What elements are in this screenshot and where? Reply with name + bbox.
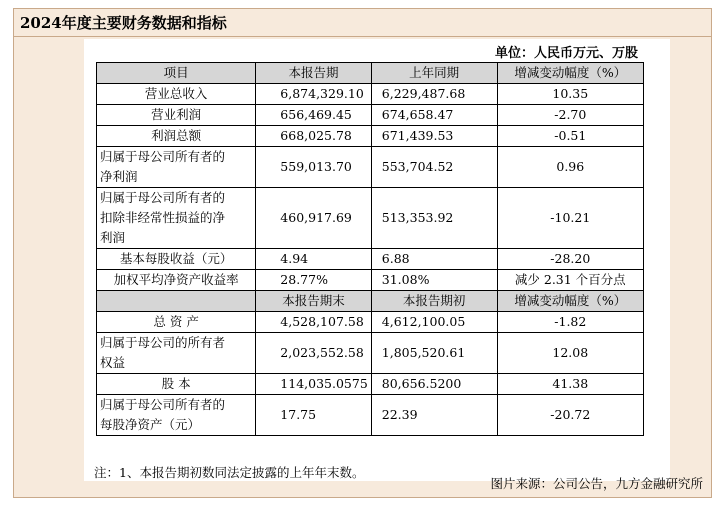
change-cell: -20.72 xyxy=(497,395,643,436)
table-row xyxy=(97,147,644,188)
row-label xyxy=(97,270,256,291)
column-header: 本报告期初 xyxy=(371,291,497,312)
row-label-line: 归属于母公司所有者的 xyxy=(100,190,226,205)
value-cell: 114,035.0575 xyxy=(256,374,371,395)
row-label-line: 利润 xyxy=(100,230,126,245)
source-credit: 图片来源：公司公告，九方金融研究所 xyxy=(490,476,703,491)
table-row xyxy=(97,333,644,374)
value-cell: 4.94 xyxy=(256,249,371,270)
row-label-line: 权益 xyxy=(100,355,126,370)
column-header: 项目 xyxy=(97,63,256,84)
row-label-line: 总 资 产 xyxy=(153,314,199,329)
change-cell: -2.70 xyxy=(497,105,643,126)
footnote: 注：1、本报告期初数同法定披露的上年年末数。 xyxy=(94,465,365,480)
column-header: 增减变动幅度（%） xyxy=(497,291,643,312)
change-cell: 12.08 xyxy=(497,333,643,374)
column-header: 上年同期 xyxy=(371,63,497,84)
row-label-line: 基本每股收益（元） xyxy=(119,251,233,266)
row-label-line: 股 本 xyxy=(161,376,191,391)
column-header: 本报告期末 xyxy=(256,291,371,312)
report-frame xyxy=(13,8,712,498)
table-row xyxy=(97,84,644,105)
value-cell: 31.08% xyxy=(371,270,497,291)
table-panel xyxy=(84,39,670,481)
row-label-line: 归属于母公司的所有者 xyxy=(100,335,226,350)
value-cell: 6,874,329.10 xyxy=(256,84,371,105)
column-header: 增减变动幅度（%） xyxy=(497,63,643,84)
row-label xyxy=(97,249,256,270)
row-label-line: 净利润 xyxy=(100,169,138,184)
row-label xyxy=(97,374,256,395)
change-cell: -10.21 xyxy=(497,188,643,249)
table-row xyxy=(97,105,644,126)
table-row xyxy=(97,249,644,270)
row-label xyxy=(97,188,256,249)
table-row xyxy=(97,270,644,291)
value-cell: 559,013.70 xyxy=(256,147,371,188)
row-label-line: 每股净资产（元） xyxy=(100,417,201,432)
value-cell: 4,528,107.58 xyxy=(256,312,371,333)
row-label-line: 利润总额 xyxy=(151,128,202,143)
value-cell: 22.39 xyxy=(371,395,497,436)
row-label xyxy=(97,333,256,374)
table-header-row xyxy=(97,291,644,312)
financial-table xyxy=(96,62,644,436)
change-cell: -0.51 xyxy=(497,126,643,147)
value-cell: 656,469.45 xyxy=(256,105,371,126)
column-header: 本报告期 xyxy=(256,63,371,84)
value-cell: 460,917.69 xyxy=(256,188,371,249)
value-cell: 2,023,552.58 xyxy=(256,333,371,374)
value-cell: 4,612,100.05 xyxy=(371,312,497,333)
change-cell: -1.82 xyxy=(497,312,643,333)
change-cell: 41.38 xyxy=(497,374,643,395)
value-cell: 674,658.47 xyxy=(371,105,497,126)
table-row xyxy=(97,395,644,436)
table-row xyxy=(97,312,644,333)
row-label-line: 营业利润 xyxy=(151,107,202,122)
table-row xyxy=(97,126,644,147)
row-label xyxy=(97,105,256,126)
row-label-line: 加权平均净资产收益率 xyxy=(113,272,239,287)
row-label-line: 营业总收入 xyxy=(144,86,208,101)
column-header xyxy=(97,291,256,312)
change-cell: -28.20 xyxy=(497,249,643,270)
row-label-line: 归属于母公司所有者的 xyxy=(100,397,226,412)
row-label xyxy=(97,126,256,147)
row-label xyxy=(97,395,256,436)
row-label xyxy=(97,147,256,188)
value-cell: 513,353.92 xyxy=(371,188,497,249)
value-cell: 668,025.78 xyxy=(256,126,371,147)
change-cell: 10.35 xyxy=(497,84,643,105)
table-header-row xyxy=(97,63,644,84)
value-cell: 671,439.53 xyxy=(371,126,497,147)
section-title: 2024年度主要财务数据和指标 xyxy=(14,9,711,37)
value-cell: 553,704.52 xyxy=(371,147,497,188)
value-cell: 6.88 xyxy=(371,249,497,270)
row-label-line: 扣除非经常性损益的净 xyxy=(100,210,226,225)
row-label-line: 归属于母公司所有者的 xyxy=(100,149,226,164)
value-cell: 1,805,520.61 xyxy=(371,333,497,374)
table-row xyxy=(97,374,644,395)
table-row xyxy=(97,188,644,249)
row-label xyxy=(97,312,256,333)
change-cell: 0.96 xyxy=(497,147,643,188)
row-label xyxy=(97,84,256,105)
change-cell: 减少 2.31 个百分点 xyxy=(497,270,643,291)
value-cell: 80,656.5200 xyxy=(371,374,497,395)
value-cell: 6,229,487.68 xyxy=(371,84,497,105)
unit-label: 单位：人民币万元、万股 xyxy=(494,46,638,61)
value-cell: 17.75 xyxy=(256,395,371,436)
value-cell: 28.77% xyxy=(256,270,371,291)
